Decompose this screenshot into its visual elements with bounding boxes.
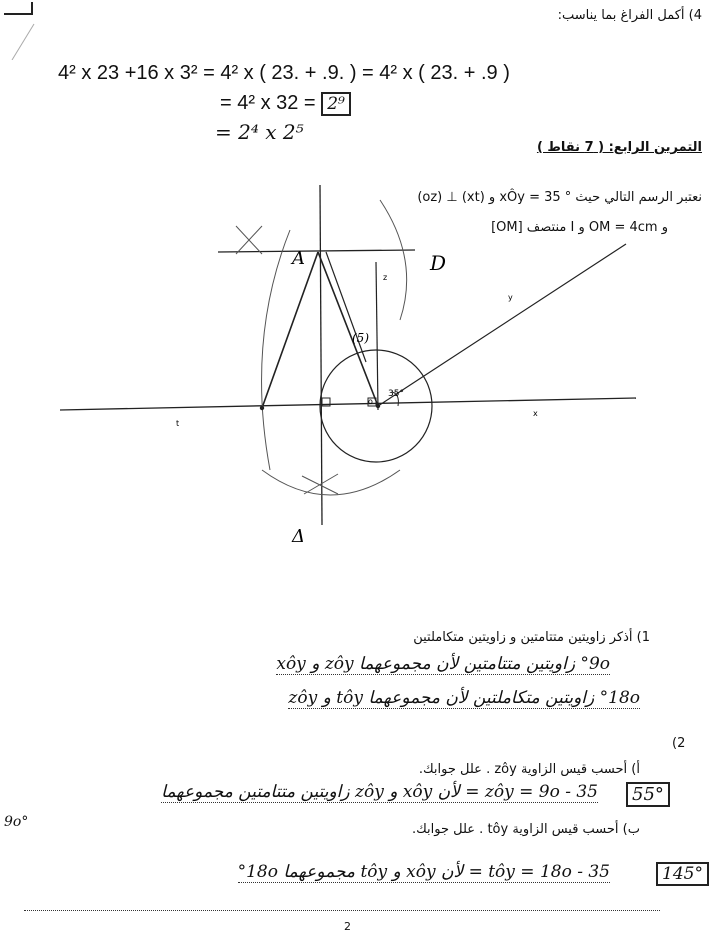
segment-a-right xyxy=(318,252,378,406)
q2-a-result-box: 55° xyxy=(626,782,670,807)
arc-3 xyxy=(380,200,407,320)
line-xt xyxy=(60,398,636,410)
corner-mark xyxy=(0,0,60,60)
q1-answer-2: 18o° زاويتين متكاملتين لأن مجموعهما tôy و zôy xyxy=(288,688,640,708)
line-oz xyxy=(376,262,378,410)
exercise4-title: التمرين الرابع: ( 7 نقاط ) xyxy=(536,140,702,155)
arc-4 xyxy=(236,226,262,254)
point-b xyxy=(260,406,264,410)
point-m xyxy=(376,404,380,408)
statement-line-1: نعتبر الرسم التالي حيث ° xÔy = 35 و (xt) ⊥ (oz) xyxy=(417,190,702,205)
label-x: x xyxy=(533,409,538,418)
q2-b-answer-row xyxy=(8,862,708,894)
calc-line-1: 4² x 23 +16 x 3² = 4² x ( 23. + .9. ) = 4² x ( 23. + .9 ) xyxy=(58,62,510,84)
ray-oy xyxy=(378,244,626,406)
q2-b-prompt: ب) أحسب قيس الزاوية tôy . علل جوابك. xyxy=(411,822,640,837)
calc-line-3: = 2⁴ x 2⁵ xyxy=(215,120,304,144)
q2-label: (2 xyxy=(672,736,686,751)
calc-line-2 xyxy=(220,92,351,115)
label-y: y xyxy=(508,293,513,302)
label-angle-35: 35° xyxy=(388,389,404,399)
label-angle-5: (5) xyxy=(352,331,369,345)
q2-b-answer: tôy = 18o - 35 = لأن xôy و tôy مجموعهما 18o° xyxy=(237,862,610,882)
geometry-figure xyxy=(0,170,720,560)
label-z: z xyxy=(383,273,388,282)
q2-a-answer-row xyxy=(8,782,708,814)
calc-result-box: 2⁹ xyxy=(321,92,351,116)
q4-title: 4) أكمل الفراغ بما يناسب: xyxy=(557,8,702,23)
q1-answer-1: 9o° زاويتين متتامتين لأن مجموعهما zôy و xôy xyxy=(276,654,610,674)
line-d xyxy=(218,250,415,252)
q2-a-answer: zôy = 9o - 35 = لأن xôy و zôy زاويتين متتامتين مجموعهما xyxy=(161,782,598,802)
page-number: 2 xyxy=(344,920,351,933)
arc-1 xyxy=(262,230,290,470)
arc-5 xyxy=(302,474,338,494)
label-o: o xyxy=(368,397,373,406)
calc-line-2-prefix: = 4² x 32 = xyxy=(220,92,316,114)
empty-answer-line xyxy=(24,900,660,911)
q1-prompt: 1) أذكر زاويتين متتامتين و زاويتين متكاملتين xyxy=(413,630,650,645)
label-t: t xyxy=(176,419,180,428)
label-d: D xyxy=(430,251,447,275)
q2-b-result-box: 145° xyxy=(656,862,709,886)
label-delta: Δ xyxy=(292,526,305,547)
arc-2 xyxy=(262,470,400,495)
segment-a-left xyxy=(262,252,318,408)
segment-a-mid xyxy=(326,252,366,362)
q2-a-note: 9o° xyxy=(4,814,29,830)
label-a: A xyxy=(292,248,305,269)
line-delta xyxy=(320,185,322,525)
statement-line-2: و OM = 4cm و I منتصف [OM] xyxy=(491,220,668,235)
q2-a-prompt: أ) أحسب قيس الزاوية zôy . علل جوابك. xyxy=(418,762,640,777)
